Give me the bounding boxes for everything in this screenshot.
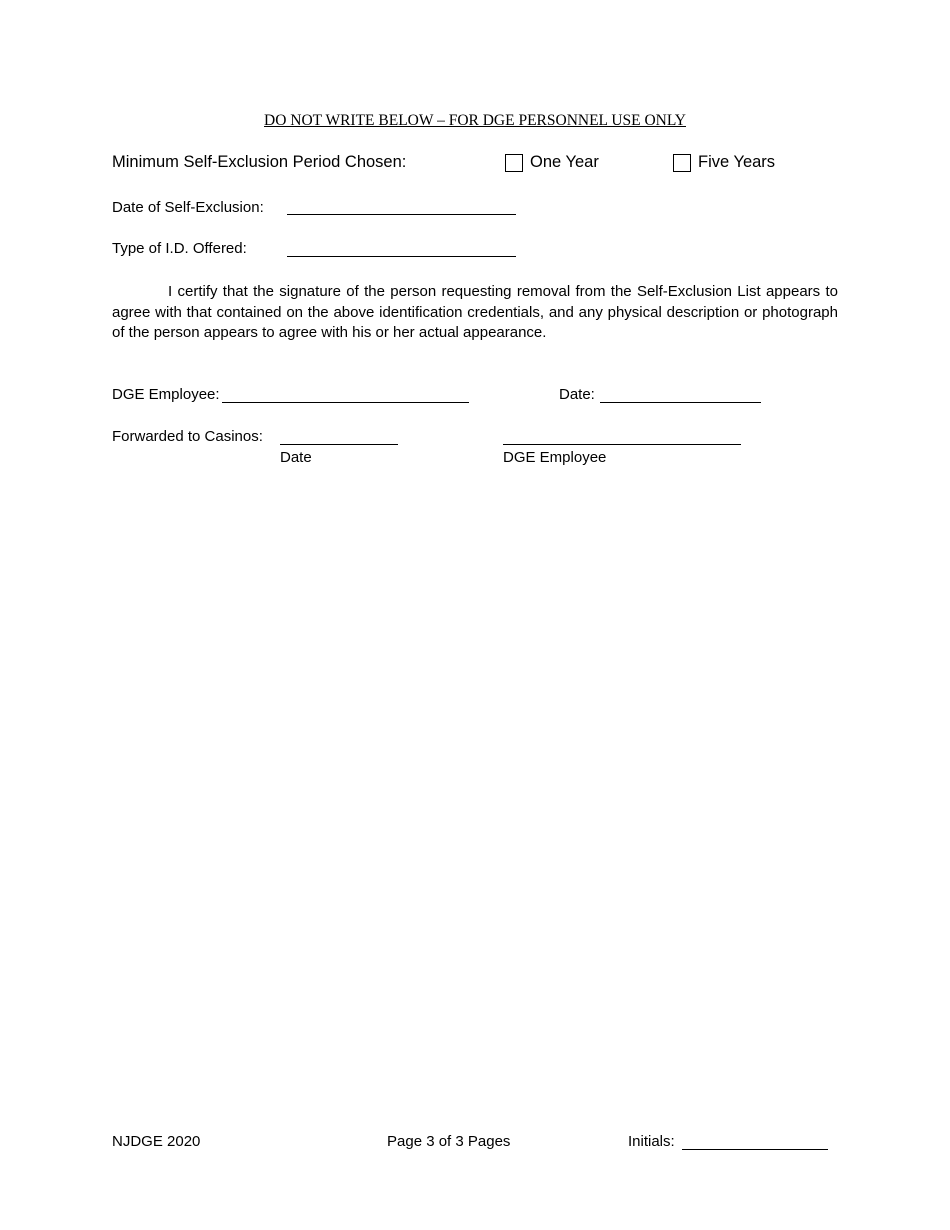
forwarded-employee-line[interactable] [503,444,741,445]
certification-paragraph: I certify that the signature of the person requesting removal from the Self-Exclusion List appears to agree with that contained on the above identification credentials, and any physical description or photograph of the person appears to agree with his or her actual appearance. [112,283,838,342]
five-years-checkbox[interactable] [673,154,691,172]
one-year-label: One Year [530,153,599,171]
forwarded-label: Forwarded to Casinos: [112,428,263,445]
footer-initials-line[interactable] [682,1149,828,1150]
period-label: Minimum Self-Exclusion Period Chosen: [112,153,407,171]
footer-org: NJDGE 2020 [112,1133,201,1150]
forwarded-employee-caption: DGE Employee [503,449,607,466]
forwarded-date-line[interactable] [280,444,398,445]
id-type-line[interactable] [287,256,516,257]
employee-date-line[interactable] [600,402,761,403]
one-year-checkbox[interactable] [505,154,523,172]
personnel-use-header: DO NOT WRITE BELOW – FOR DGE PERSONNEL USE ONLY [264,112,686,129]
forwarded-date-caption: Date [280,449,312,466]
employee-date-label: Date: [559,386,595,403]
employee-label: DGE Employee: [112,386,220,403]
date-of-exclusion-line[interactable] [287,214,516,215]
footer-initials-label: Initials: [628,1133,675,1150]
five-years-label: Five Years [698,153,776,171]
employee-signature-line[interactable] [222,402,469,403]
id-type-label: Type of I.D. Offered: [112,240,247,257]
footer-page-number: Page 3 of 3 Pages [387,1133,511,1150]
date-of-exclusion-label: Date of Self-Exclusion: [112,199,264,216]
